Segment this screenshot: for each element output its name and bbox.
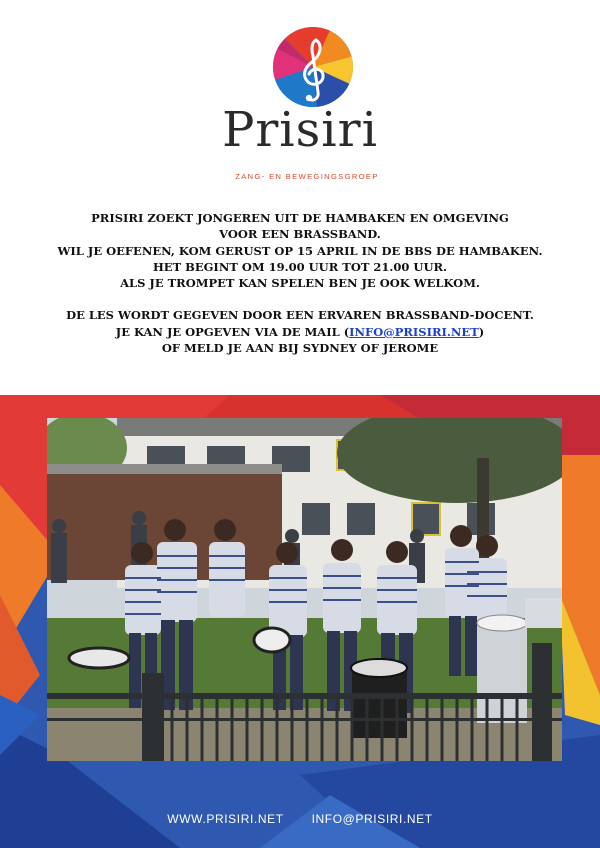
footer-email-link[interactable]: INFO@PRISIRI.NET bbox=[311, 812, 433, 826]
announcement-line: VOOR EEN BRASSBAND. bbox=[219, 227, 381, 242]
footer bbox=[0, 812, 600, 826]
footer-website-link[interactable]: WWW.PRISIRI.NET bbox=[167, 812, 284, 826]
mail-link[interactable]: INFO@PRISIRI.NET bbox=[349, 324, 479, 339]
announcement-line: PRISIRI ZOEKT JONGEREN UIT DE HAMBAKEN EN OMGEVING bbox=[91, 211, 509, 225]
mail-suffix: ) bbox=[478, 324, 485, 339]
brand-wordmark: Prisiri bbox=[222, 102, 378, 158]
band-photo bbox=[47, 418, 562, 761]
announcement-line: HET BEGINT OM 19.00 UUR TOT 21.00 UUR. bbox=[152, 259, 448, 274]
announcement-line: ALS JE TROMPET KAN SPELEN BEN JE OOK WELKOM. bbox=[120, 276, 480, 291]
announcement-mail-line bbox=[0, 324, 600, 340]
announcement-line: WIL JE OEFENEN, KOM GERUST OP 15 APRIL IN DE BBS DE HAMBAKEN. bbox=[57, 243, 543, 258]
brand-tagline: ZANG- EN BEWEGINGSGROEP bbox=[235, 172, 379, 181]
announcement-line: OF MELD JE AAN BIJ SYDNEY OF JEROME bbox=[161, 341, 439, 356]
logo-treble-clef-icon bbox=[272, 26, 354, 108]
announcement-line: DE LES WORDT GEGEVEN DOOR EEN ERVAREN BRASSBAND-DOCENT. bbox=[66, 308, 534, 323]
mail-prefix: JE KAN JE OPGEVEN VIA DE MAIL ( bbox=[115, 324, 350, 339]
announcement-text bbox=[0, 210, 600, 356]
